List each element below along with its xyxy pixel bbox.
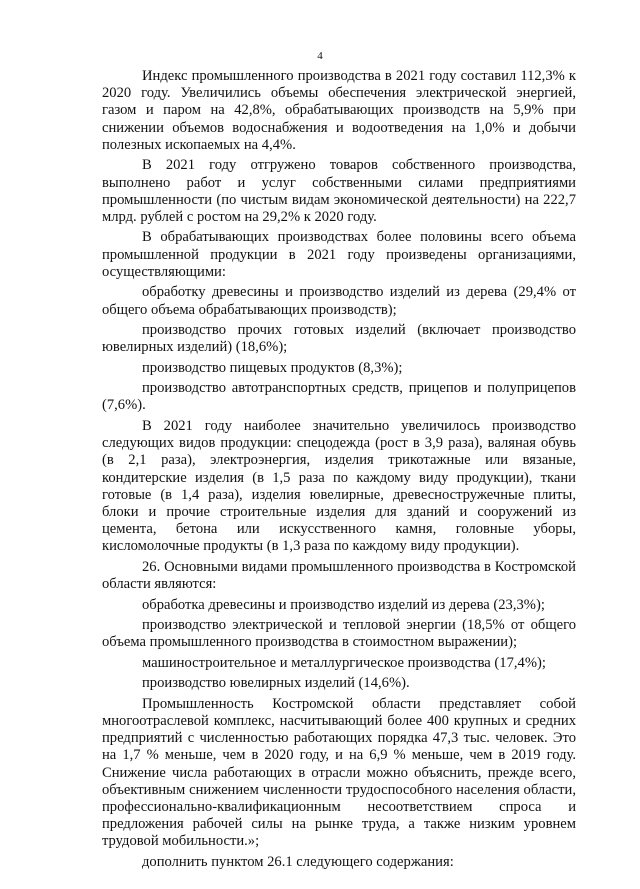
paragraph-industry-overview: Промышленность Костромской области представляет собой многоотраслевой комплекс, насчитывающий более 400 крупных и средних предприятий с численностью работающих порядка 47,3 тыс. человек. Это на 1,7 % меньше, чем в 2020 году, и на 6,9 % меньше, чем в 2019 году. Снижение числа работающих в отрасли можно объяснить, прежде всего, объективным снижением численности трудоспособного населения области, профессионально-квалификационным несоответствием спроса и предложения рабочей силы на рынке труда, а также низким уровнем трудовой мобильности.»; — [102, 695, 576, 850]
list-item-vehicles: производство автотранспортных средств, прицепов и полуприцепов (7,6%). — [102, 380, 576, 414]
document-body — [102, 68, 576, 871]
paragraph-amendment: дополнить пунктом 26.1 следующего содержания: — [142, 853, 454, 870]
list-item-wood-processing-share: обработка древесины и производство изделий из дерева (23,3%); — [142, 596, 545, 613]
list-item-other-goods: производство прочих готовых изделий (включает производство ювелирных изделий) (18,6%); — [102, 322, 576, 356]
list-item-wood-processing: обработку древесины и производство изделий из дерева (29,4% от общего объема обрабатывающих производств); — [102, 284, 576, 318]
paragraph-production-growth: В 2021 году наиболее значительно увеличилось производство следующих видов продукции: спецодежда (рост в 3,9 раза), валяная обувь (в 2,1 раза), электроэнергия, изделия трикотажные или вязаные, кондитерские изделия (в 1,5 раза по каждому виду продукции), ткани готовые (в 1,4 раза), изделия ювелирные, древесностружечные плиты, блоки и прочие строительные изделия для зданий и сооружений из цемента, бетона или искусственного камня, головные уборы, кисломолочные продукты (в 1,3 раза по каждому виду продукции). — [102, 417, 576, 555]
list-item-food-products: производство пищевых продуктов (8,3%); — [142, 359, 403, 376]
paragraph-shipped-goods: В 2021 году отгружено товаров собственного производства, выполнено работ и услуг собственными силами предприятиями промышленности (по чистым видам экономической деятельности) на 222,7 млрд. рублей с ростом на 29,2% к 2020 году. — [102, 157, 576, 225]
page-number: 4 — [317, 50, 323, 62]
list-item-machinery-share: машиностроительное и металлургическое производства (17,4%); — [142, 654, 546, 671]
paragraph-point-26: 26. Основными видами промышленного производства в Костромской области являются: — [102, 558, 576, 593]
paragraph-manufacturing-intro: В обрабатывающих производствах более половины всего объема промышленной продукции в 2021 году произведены организациями, осуществляющими: — [102, 229, 576, 280]
paragraph-industrial-index: Индекс промышленного производства в 2021 году составил 112,3% к 2020 году. Увеличились объемы обеспечения электрической энергией, газом и паром на 42,8%, обрабатывающих производств на 5,9% при снижении объемов водоснабжения и водоотведения на 1,0% и добычи полезных ископаемых на 4,4%. — [102, 68, 576, 153]
list-item-jewelry-share: производство ювелирных изделий (14,6%). — [142, 675, 410, 692]
list-item-energy-share: производство электрической и тепловой энергии (18,5% от общего объема промышленного производства в стоимостном выражении); — [102, 617, 576, 651]
